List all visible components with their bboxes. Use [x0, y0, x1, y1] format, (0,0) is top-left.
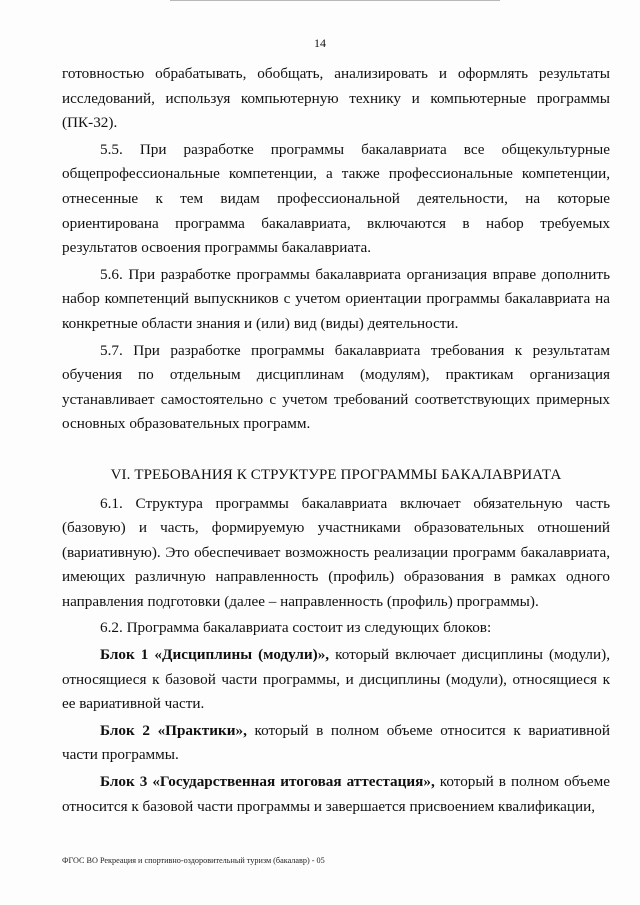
paragraph-5-5: 5.5. При разработке программы бакалавриата все общекультурные общепрофессиональные компетенции, а также профессиональные компетенции, отнесенные к тем видам профессиональной деятельности, на которые ориентирована программа бакалавриата, включаются в набор требуемых результатов освоения программы бакалавриата.: [62, 140, 610, 257]
section-heading: VI. ТРЕБОВАНИЯ К СТРУКТУРЕ ПРОГРАММЫ БАКАЛАВРИАТА: [110, 466, 562, 483]
block-1-paragraph: [62, 643, 610, 717]
block-3-title: Блок 3 «Государственная итоговая аттестация»,: [100, 773, 435, 791]
page-footer: ФГОС ВО Рекреация и спортивно-оздоровительный туризм (бакалавр) - 05: [62, 856, 325, 865]
scan-edge-line: [170, 0, 500, 1]
paragraph-6-2: 6.2. Программа бакалавриата состоит из следующих блоков:: [100, 619, 492, 637]
page-body: [62, 62, 610, 819]
block-3-paragraph: [62, 770, 610, 819]
paragraph-6-1: 6.1. Структура программы бакалавриата включает обязательную часть (базовую) и часть, формируемую участниками образовательных отношений (вариативную). Это обеспечивает возможность реализации программ бакалавриата, имеющих различную направленность (профиль) образования в рамках одного направления подготовки (далее – направленность (профиль) программы).: [62, 494, 610, 610]
block-2-text: который в полном объеме относится к вариативной части программы.: [62, 721, 610, 764]
page-number: 14: [314, 36, 326, 50]
block-1-text: который включает дисциплины (модули), относящиеся к базовой части программы, и дисциплины (модули), относящиеся к ее вариативной части.: [62, 646, 610, 713]
paragraph-continuation: готовностью обрабатывать, обобщать, анализировать и оформлять результаты исследований, используя компьютерную технику и компьютерные программы (ПК-32).: [62, 65, 610, 132]
paragraph-5-6: 5.6. При разработке программы бакалавриата организация вправе дополнить набор компетенций выпускников с учетом ориентации программы бакалавриата на конкретные области знания и (или) вид (виды) деятельности.: [62, 265, 610, 332]
block-3-text: который в полном объеме относится к базовой части программы и завершается присвоением квалификации,: [62, 773, 610, 815]
block-1-title: Блок 1 «Дисциплины (модули)»,: [100, 646, 330, 664]
block-2-paragraph: [62, 719, 610, 768]
paragraph-5-7: 5.7. При разработке программы бакалавриата требования к результатам обучения по отдельным дисциплинам (модулям), практикам организация устанавливает самостоятельно с учетом требований соответствующих примерных основных образовательных программ.: [62, 341, 610, 433]
block-2-title: Блок 2 «Практики»,: [100, 721, 247, 739]
